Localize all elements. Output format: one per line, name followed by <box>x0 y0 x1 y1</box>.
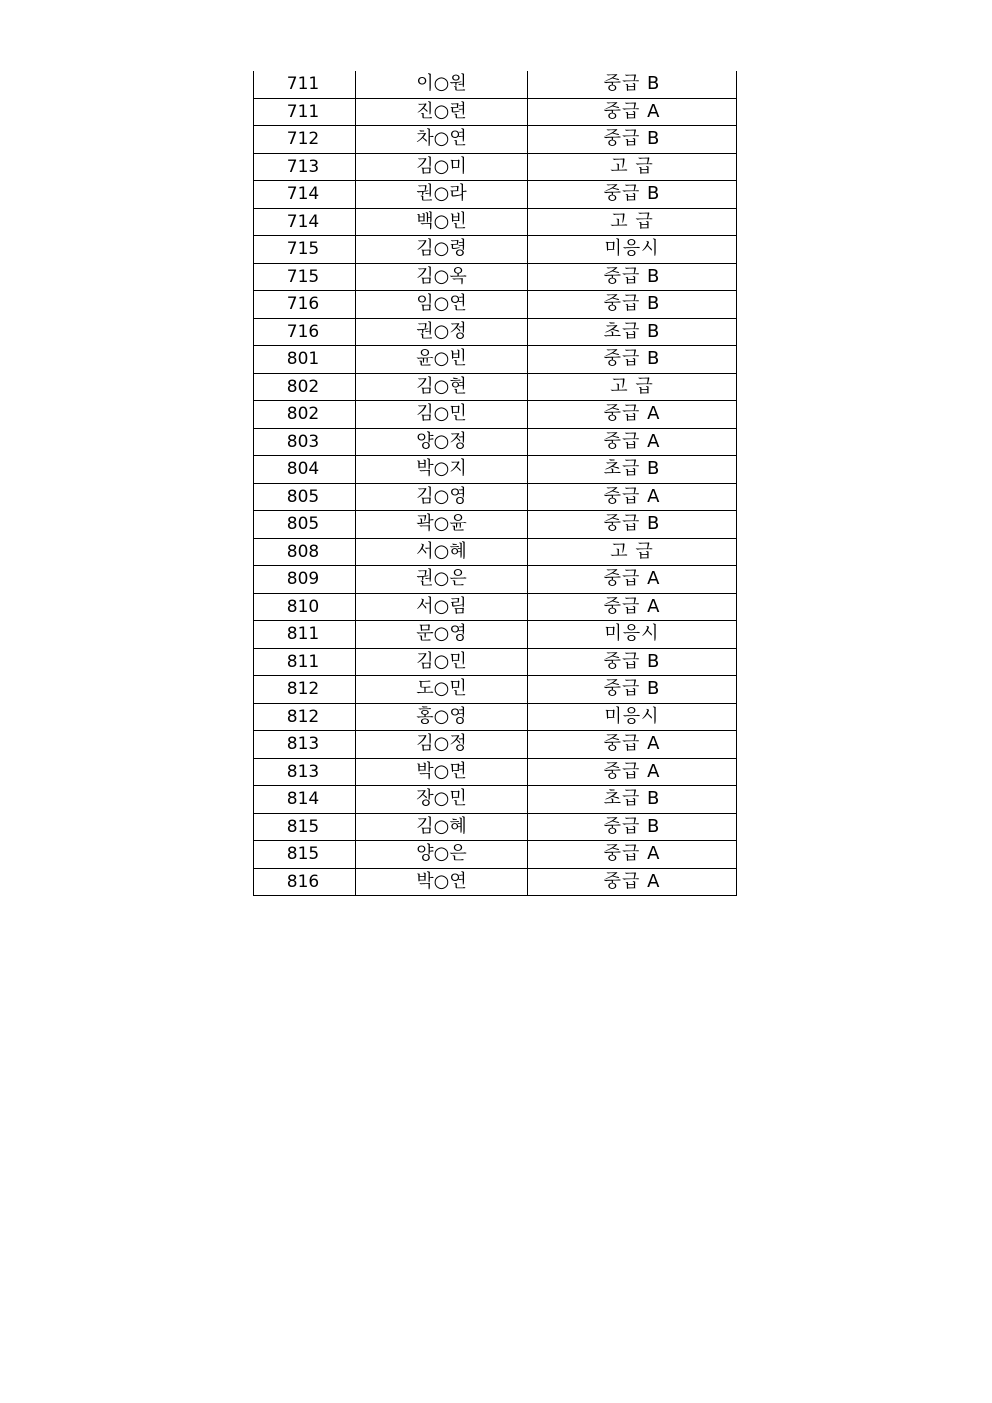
grade-cell: 중급 B <box>528 346 737 374</box>
table-row <box>254 71 737 98</box>
grade-cell: 중급 A <box>528 758 737 786</box>
student-name-cell: 홍○영 <box>356 703 528 731</box>
table-row <box>254 758 737 786</box>
table-row <box>254 648 737 676</box>
student-name-cell: 장○민 <box>356 786 528 814</box>
class-number-cell: 812 <box>254 676 356 704</box>
class-number-cell: 816 <box>254 868 356 896</box>
student-name-cell: 김○미 <box>356 153 528 181</box>
table-row <box>254 538 737 566</box>
table-row <box>254 318 737 346</box>
grade-cell: 고 급 <box>528 153 737 181</box>
student-name-cell: 김○민 <box>356 401 528 429</box>
grade-cell: 중급 A <box>528 868 737 896</box>
table-row <box>254 566 737 594</box>
student-name-cell: 도○민 <box>356 676 528 704</box>
grade-cell: 중급 A <box>528 841 737 869</box>
grade-cell: 미응시 <box>528 236 737 264</box>
student-name-cell: 박○지 <box>356 456 528 484</box>
table-row <box>254 456 737 484</box>
grade-cell: 중급 B <box>528 676 737 704</box>
grade-cell: 중급 B <box>528 291 737 319</box>
class-number-cell: 802 <box>254 373 356 401</box>
grade-cell: 중급 A <box>528 566 737 594</box>
table-row <box>254 291 737 319</box>
grade-cell: 중급 B <box>528 263 737 291</box>
class-number-cell: 715 <box>254 263 356 291</box>
student-name-cell: 김○옥 <box>356 263 528 291</box>
grade-cell: 중급 B <box>528 181 737 209</box>
student-name-cell: 김○민 <box>356 648 528 676</box>
student-name-cell: 곽○윤 <box>356 511 528 539</box>
table-row <box>254 621 737 649</box>
student-name-cell: 차○연 <box>356 126 528 154</box>
table-row <box>254 181 737 209</box>
class-number-cell: 815 <box>254 813 356 841</box>
class-number-cell: 813 <box>254 731 356 759</box>
student-name-cell: 김○혜 <box>356 813 528 841</box>
class-number-cell: 805 <box>254 483 356 511</box>
grade-cell: 중급 B <box>528 648 737 676</box>
grade-cell: 중급 A <box>528 98 737 126</box>
grade-cell: 중급 B <box>528 511 737 539</box>
grade-cell: 초급 B <box>528 318 737 346</box>
class-number-cell: 716 <box>254 291 356 319</box>
grade-cell: 중급 B <box>528 813 737 841</box>
student-name-cell: 양○은 <box>356 841 528 869</box>
grade-cell: 중급 A <box>528 483 737 511</box>
table-row <box>254 236 737 264</box>
table-row <box>254 676 737 704</box>
student-name-cell: 김○령 <box>356 236 528 264</box>
grade-cell: 고 급 <box>528 208 737 236</box>
class-number-cell: 711 <box>254 71 356 98</box>
class-number-cell: 811 <box>254 648 356 676</box>
grade-cell: 중급 B <box>528 71 737 98</box>
class-number-cell: 812 <box>254 703 356 731</box>
grade-cell: 중급 A <box>528 428 737 456</box>
table-row <box>254 401 737 429</box>
table-row <box>254 346 737 374</box>
table-row <box>254 731 737 759</box>
class-number-cell: 713 <box>254 153 356 181</box>
class-number-cell: 808 <box>254 538 356 566</box>
results-table <box>253 71 737 896</box>
student-name-cell: 윤○빈 <box>356 346 528 374</box>
table-row <box>254 483 737 511</box>
student-name-cell: 백○빈 <box>356 208 528 236</box>
table-row <box>254 841 737 869</box>
class-number-cell: 814 <box>254 786 356 814</box>
class-number-cell: 805 <box>254 511 356 539</box>
grade-cell: 초급 B <box>528 456 737 484</box>
student-name-cell: 임○연 <box>356 291 528 319</box>
grade-cell: 고 급 <box>528 373 737 401</box>
table-row <box>254 208 737 236</box>
class-number-cell: 715 <box>254 236 356 264</box>
class-number-cell: 804 <box>254 456 356 484</box>
class-number-cell: 803 <box>254 428 356 456</box>
student-name-cell: 권○정 <box>356 318 528 346</box>
student-name-cell: 이○원 <box>356 71 528 98</box>
grade-cell: 중급 B <box>528 126 737 154</box>
student-name-cell: 권○은 <box>356 566 528 594</box>
class-number-cell: 712 <box>254 126 356 154</box>
student-name-cell: 서○혜 <box>356 538 528 566</box>
grade-cell: 미응시 <box>528 703 737 731</box>
class-number-cell: 811 <box>254 621 356 649</box>
class-number-cell: 711 <box>254 98 356 126</box>
class-number-cell: 714 <box>254 208 356 236</box>
class-number-cell: 810 <box>254 593 356 621</box>
student-name-cell: 진○련 <box>356 98 528 126</box>
grade-cell: 초급 B <box>528 786 737 814</box>
class-number-cell: 813 <box>254 758 356 786</box>
class-number-cell: 714 <box>254 181 356 209</box>
grade-cell: 중급 A <box>528 731 737 759</box>
table-row <box>254 813 737 841</box>
table-row <box>254 263 737 291</box>
grade-cell: 고 급 <box>528 538 737 566</box>
student-name-cell: 문○영 <box>356 621 528 649</box>
student-name-cell: 김○영 <box>356 483 528 511</box>
table-row <box>254 126 737 154</box>
class-number-cell: 809 <box>254 566 356 594</box>
student-name-cell: 김○정 <box>356 731 528 759</box>
student-name-cell: 박○연 <box>356 868 528 896</box>
class-number-cell: 801 <box>254 346 356 374</box>
class-number-cell: 716 <box>254 318 356 346</box>
table-row <box>254 98 737 126</box>
table-row <box>254 868 737 896</box>
table-row <box>254 511 737 539</box>
table-row <box>254 373 737 401</box>
class-number-cell: 815 <box>254 841 356 869</box>
table-row <box>254 786 737 814</box>
table-row <box>254 703 737 731</box>
table-row <box>254 593 737 621</box>
table-body <box>254 71 737 896</box>
grade-cell: 중급 A <box>528 401 737 429</box>
student-name-cell: 권○라 <box>356 181 528 209</box>
student-name-cell: 양○정 <box>356 428 528 456</box>
student-name-cell: 박○면 <box>356 758 528 786</box>
grade-cell: 중급 A <box>528 593 737 621</box>
grade-cell: 미응시 <box>528 621 737 649</box>
class-number-cell: 802 <box>254 401 356 429</box>
student-name-cell: 김○현 <box>356 373 528 401</box>
table-row <box>254 153 737 181</box>
table-row <box>254 428 737 456</box>
student-name-cell: 서○림 <box>356 593 528 621</box>
